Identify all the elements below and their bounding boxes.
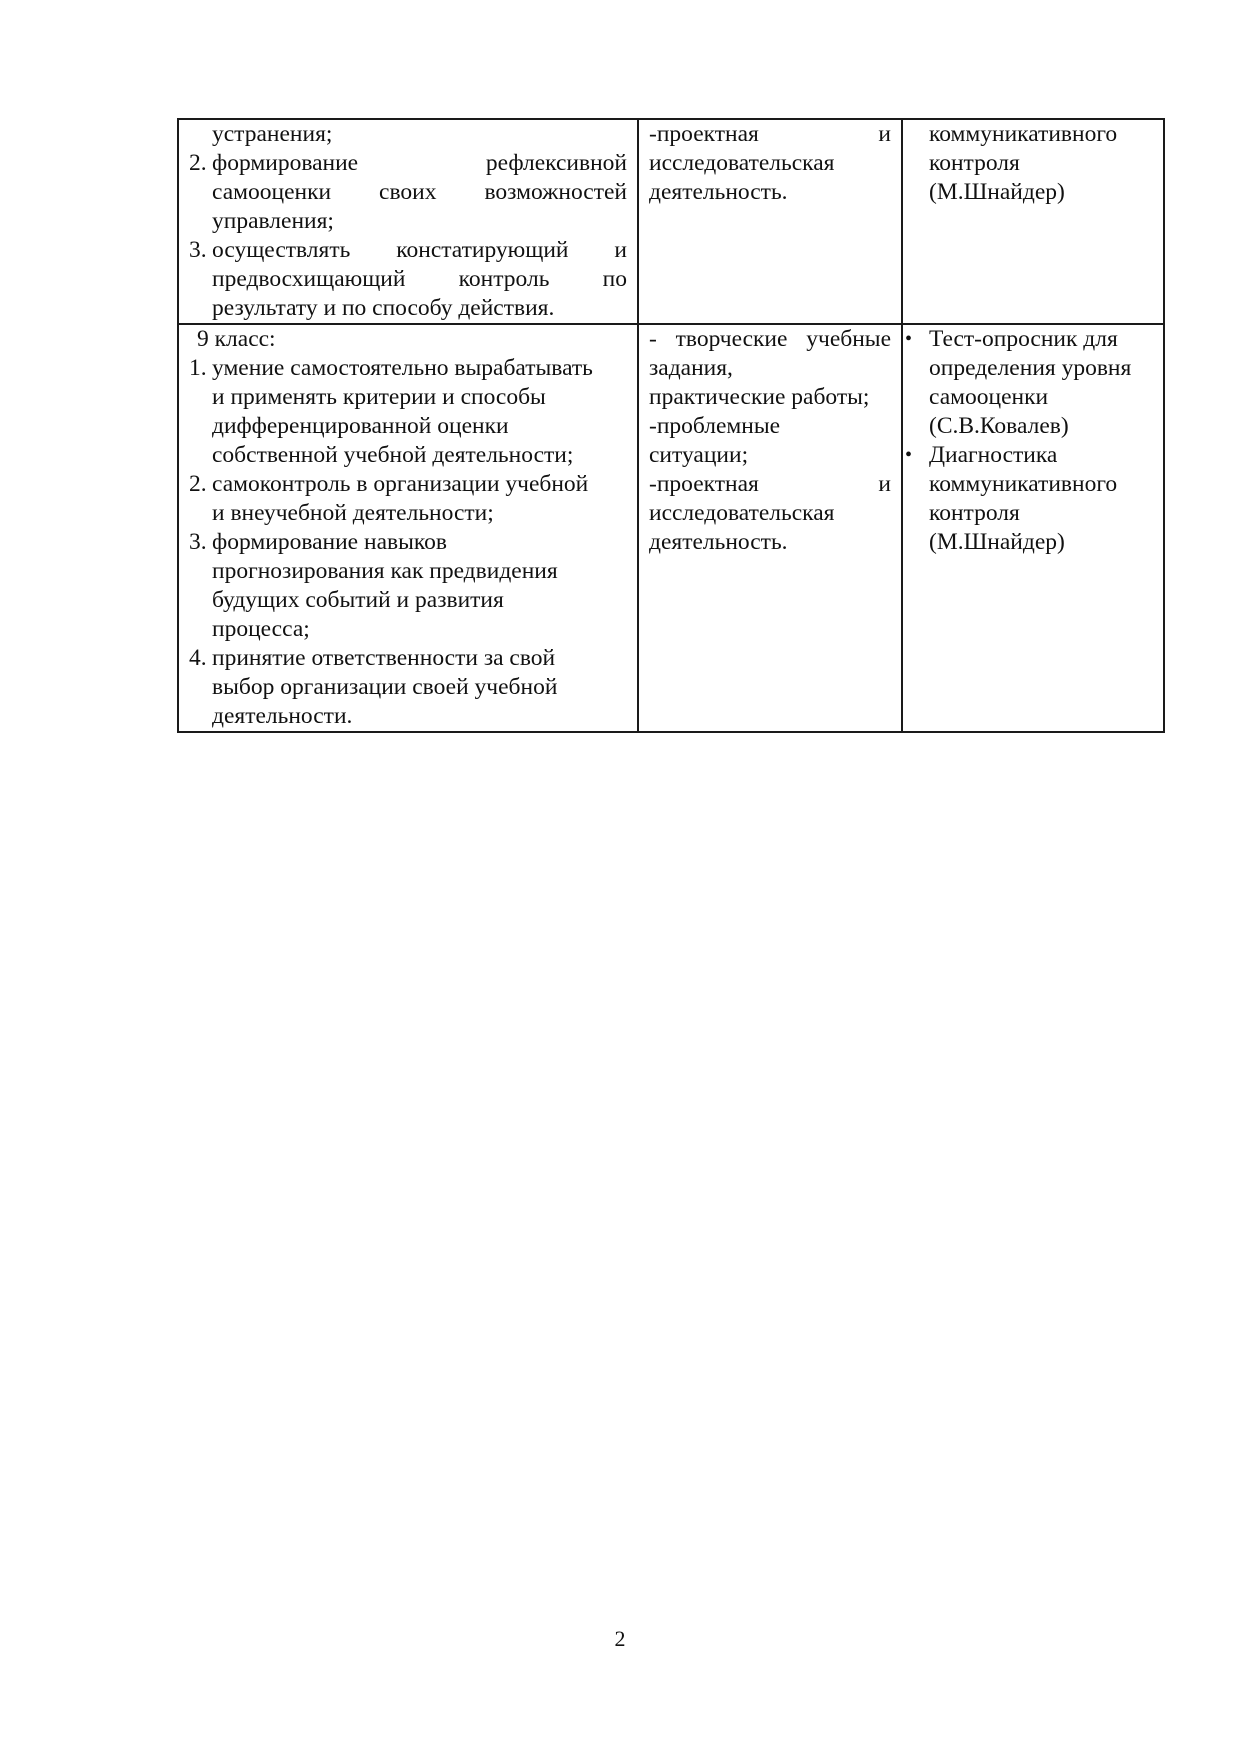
diagnostic-line: (М.Шнайдер) bbox=[929, 179, 1065, 205]
skills-list bbox=[189, 354, 627, 731]
item-line: выбор организации своей учебной bbox=[212, 674, 558, 700]
method-line: исследовательская bbox=[649, 150, 835, 176]
method-line: практические работы; bbox=[649, 384, 870, 410]
method-line: - творческие учебные bbox=[649, 326, 891, 352]
diagnostic-line: коммуникативного bbox=[929, 121, 1118, 147]
list-item bbox=[189, 354, 627, 470]
item-line: дифференцированной оценки bbox=[212, 413, 509, 439]
method-line: ситуации; bbox=[649, 442, 749, 468]
list-item bbox=[905, 325, 1153, 441]
table-cell-methods bbox=[638, 324, 902, 732]
item-line: управления; bbox=[212, 208, 334, 234]
diagnostic-line: контроля bbox=[929, 150, 1020, 176]
item-line: принятие ответственности за свой bbox=[212, 645, 556, 671]
item-line: формирование рефлексивной bbox=[212, 150, 627, 176]
diagnostic-line: Тест-опросник для bbox=[929, 326, 1118, 352]
table-cell-skills bbox=[178, 119, 638, 324]
diagnostic-line: (М.Шнайдер) bbox=[929, 529, 1065, 555]
item-number: 2. bbox=[189, 471, 207, 497]
list-item bbox=[189, 470, 627, 528]
page-number: 2 bbox=[614, 1626, 626, 1651]
diagnostic-line: определения уровня bbox=[929, 355, 1132, 381]
continued-text: устранения; bbox=[212, 121, 333, 147]
grade-heading: 9 класс: bbox=[197, 326, 276, 352]
item-number: 3. bbox=[189, 237, 207, 263]
item-number: 1. bbox=[189, 355, 207, 381]
method-line: исследовательская bbox=[649, 500, 835, 526]
item-line: прогнозирования как предвидения bbox=[212, 558, 558, 584]
item-number: 4. bbox=[189, 645, 207, 671]
table-cell-methods bbox=[638, 119, 902, 324]
table-cell-diagnostics bbox=[902, 119, 1164, 324]
table-row bbox=[178, 119, 1164, 324]
item-line: предвосхищающий контроль по bbox=[212, 266, 627, 292]
method-line: деятельность. bbox=[649, 529, 788, 555]
list-item bbox=[189, 149, 627, 236]
item-line: умение самостоятельно вырабатывать bbox=[212, 355, 593, 381]
item-line: осуществлять констатирующий и bbox=[212, 237, 627, 263]
item-line: будущих событий и развития bbox=[212, 587, 504, 613]
skills-list bbox=[189, 149, 627, 323]
method-line: задания, bbox=[649, 355, 733, 381]
item-line: деятельности. bbox=[212, 703, 353, 729]
item-line: и внеучебной деятельности; bbox=[212, 500, 494, 526]
method-line: -проектная и bbox=[649, 121, 891, 147]
item-line: самоконтроль в организации учебной bbox=[212, 471, 589, 497]
list-item bbox=[189, 644, 627, 731]
diagnostic-line: контроля bbox=[929, 500, 1020, 526]
diagnostic-line: Диагностика bbox=[929, 442, 1058, 468]
method-line: -проблемные bbox=[649, 413, 781, 439]
list-item bbox=[905, 441, 1153, 557]
bullet-icon: • bbox=[905, 328, 913, 350]
method-line: -проектная и bbox=[649, 471, 891, 497]
item-line: собственной учебной деятельности; bbox=[212, 442, 574, 468]
item-line: результату и по способу действия. bbox=[212, 295, 555, 321]
method-line: деятельность. bbox=[649, 179, 788, 205]
item-number: 2. bbox=[189, 150, 207, 176]
diagnostic-line: (С.В.Ковалев) bbox=[929, 413, 1069, 439]
list-item bbox=[189, 236, 627, 323]
bullet-icon: • bbox=[905, 444, 913, 466]
table-cell-skills bbox=[178, 324, 638, 732]
methods-table bbox=[177, 118, 1165, 733]
list-item bbox=[189, 528, 627, 644]
diagnostics-list bbox=[905, 325, 1153, 557]
item-line: и применять критерии и способы bbox=[212, 384, 546, 410]
diagnostic-line: самооценки bbox=[929, 384, 1049, 410]
diagnostic-line: коммуникативного bbox=[929, 471, 1118, 497]
table-cell-diagnostics bbox=[902, 324, 1164, 732]
item-line: самооценки своих возможностей bbox=[212, 179, 627, 205]
item-line: процесса; bbox=[212, 616, 310, 642]
item-number: 3. bbox=[189, 529, 207, 555]
item-line: формирование навыков bbox=[212, 529, 447, 555]
table-row bbox=[178, 324, 1164, 732]
